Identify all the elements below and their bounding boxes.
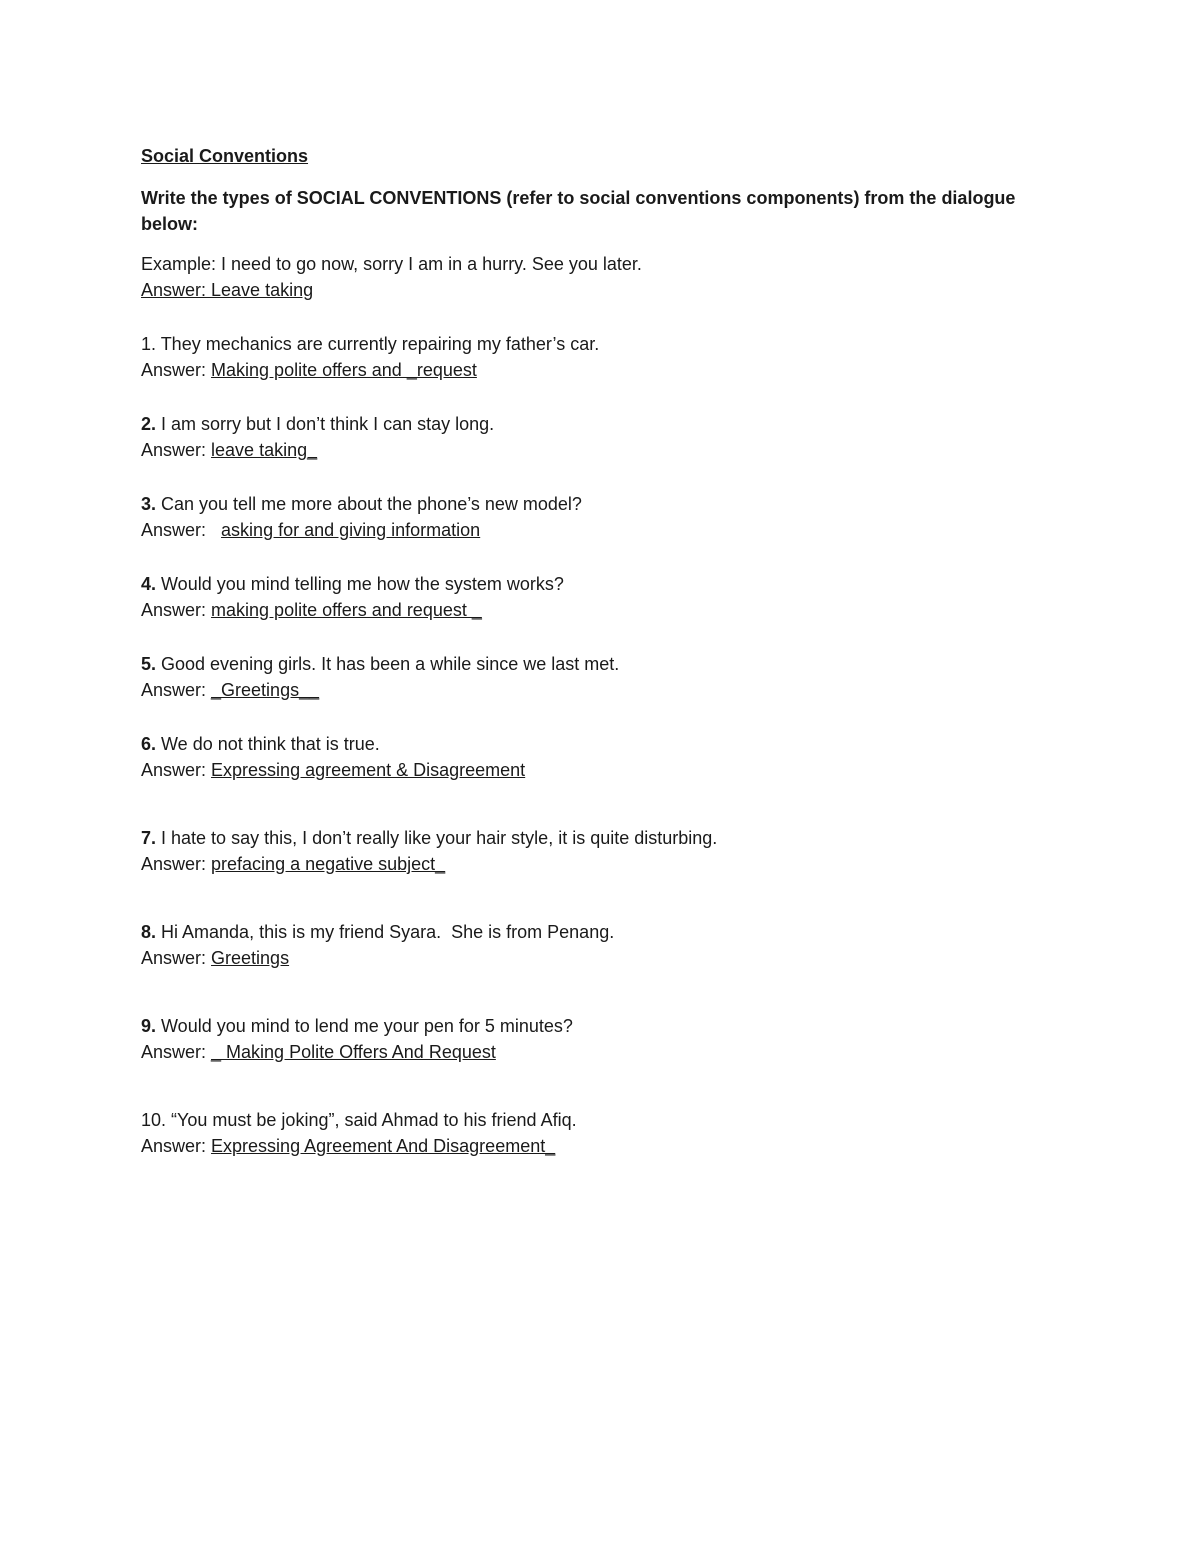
- example-answer: Answer: Leave taking: [141, 280, 314, 300]
- answer-text: Making polite offers and _request: [211, 360, 477, 380]
- answer-label: Answer:: [141, 440, 212, 460]
- question-sentence: We do not think that is true.: [156, 734, 380, 754]
- document-content: [141, 143, 1071, 1187]
- question-number: 4.: [141, 574, 157, 594]
- question-number: 3.: [141, 494, 157, 514]
- question-item-2: [141, 411, 1071, 463]
- question-number: 6.: [141, 734, 157, 754]
- answer-label: Answer:: [141, 948, 212, 968]
- answer-text: making polite offers and request _: [211, 600, 482, 620]
- question-number: 7.: [141, 828, 157, 848]
- question-item-8: [141, 919, 1071, 971]
- question-sentence: “You must be joking”, said Ahmad to his friend Afiq.: [166, 1110, 577, 1130]
- answer-text: _Greetings__: [211, 680, 320, 700]
- question-item-3: [141, 491, 1071, 543]
- question-item-7: [141, 825, 1071, 877]
- question-sentence: I am sorry but I don’t think I can stay long.: [156, 414, 495, 434]
- answer-label: Answer:: [141, 854, 212, 874]
- answer-label: Answer:: [141, 360, 212, 380]
- answer-label: Answer:: [141, 520, 212, 540]
- question-number: 5.: [141, 654, 157, 674]
- question-item-6: [141, 731, 1071, 783]
- answer-text: leave taking_: [211, 440, 318, 460]
- question-number: 8.: [141, 922, 157, 942]
- question-sentence: Can you tell me more about the phone’s new model?: [156, 494, 582, 514]
- answer-label: Answer:: [141, 1042, 212, 1062]
- question-item-4: [141, 571, 1071, 623]
- question-sentence: Hi Amanda, this is my friend Syara. She is from Penang.: [156, 922, 615, 942]
- answer-text: Expressing agreement & Disagreement: [211, 760, 526, 780]
- answer-label: Answer:: [141, 600, 212, 620]
- example-sentence: Example: I need to go now, sorry I am in a hurry. See you later.: [141, 254, 642, 274]
- question-sentence: I hate to say this, I don’t really like your hair style, it is quite disturbing.: [156, 828, 718, 848]
- answer-text: prefacing a negative subject_: [211, 854, 446, 874]
- question-number: 9.: [141, 1016, 157, 1036]
- question-item-10: [141, 1107, 1071, 1159]
- answer-text: Greetings: [211, 948, 290, 968]
- question-sentence: Would you mind to lend me your pen for 5 minutes?: [156, 1016, 573, 1036]
- instruction-text: Write the types of SOCIAL CONVENTIONS (refer to social conventions components) from the dialogue below:: [141, 188, 1016, 234]
- answer-label: Answer:: [141, 680, 212, 700]
- question-sentence: Good evening girls. It has been a while since we last met.: [156, 654, 620, 674]
- question-sentence: Would you mind telling me how the system works?: [156, 574, 564, 594]
- answer-label: Answer:: [141, 1136, 212, 1156]
- question-item-5: [141, 651, 1071, 703]
- example-block: [141, 251, 1071, 303]
- question-number: 10.: [141, 1110, 167, 1130]
- question-item-9: [141, 1013, 1071, 1065]
- document-title: Social Conventions: [141, 146, 309, 166]
- question-item-1: [141, 331, 1071, 383]
- question-sentence: They mechanics are currently repairing my father’s car.: [156, 334, 600, 354]
- question-number: 2.: [141, 414, 157, 434]
- answer-text: Expressing Agreement And Disagreement_: [211, 1136, 556, 1156]
- answer-text: _ Making Polite Offers And Request: [211, 1042, 496, 1062]
- question-number: 1.: [141, 334, 157, 354]
- answer-text: asking for and giving information: [221, 520, 481, 540]
- answer-label: Answer:: [141, 760, 212, 780]
